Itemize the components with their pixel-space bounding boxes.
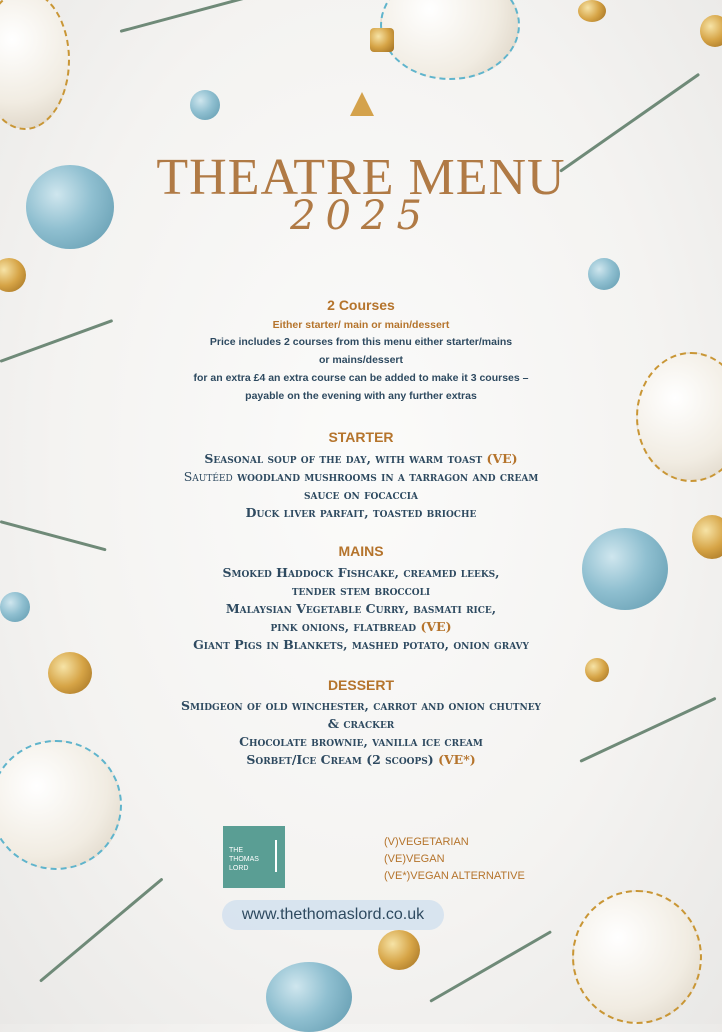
ornament-gold-top-right (578, 0, 606, 22)
ornament-gold-bottom (378, 930, 420, 970)
menu-title: THEATRE MENU (156, 149, 566, 206)
courses-info-line3: for an extra £4 an extra course can be added to make it 3 courses – (193, 372, 529, 384)
courses-info-line4: payable on the evening with any further extras (245, 390, 477, 402)
mains-heading: MAINS (338, 543, 384, 559)
dessert-heading: DESSERT (327, 677, 395, 693)
mains-item-2-line2: pink onions, flatbread (VE) (270, 619, 452, 634)
starter-item-2-line2: sauce on focaccia (303, 487, 419, 502)
starter-item-2: Sautéed woodland mushrooms in a tarragon and cream (183, 469, 539, 484)
ornament-blue-right-small (588, 258, 620, 290)
dessert-item-1: Smidgeon of old winchester, carrot and onion chutney (181, 698, 541, 713)
dessert-item-1-line2: & cracker (327, 716, 395, 731)
dessert-item-3: Sorbet/Ice Cream (2 scoops) (VE*) (246, 752, 476, 767)
courses-heading: 2 Courses (327, 297, 395, 313)
courses-info-line2: or mains/dessert (318, 354, 404, 366)
vegan-alternative-tag: (VE*) (438, 752, 476, 767)
ornament-blue-small (190, 90, 220, 120)
ornament-gold-left (0, 258, 26, 292)
dietary-legend (384, 834, 525, 885)
vegan-tag: (VE) (420, 619, 452, 634)
ornament-top-left (0, 0, 70, 130)
website-link[interactable]: www.thethomaslord.co.uk (222, 900, 444, 930)
fir-branch-bottom-center (429, 930, 552, 1003)
tree-icon (350, 92, 374, 116)
vegan-tag: (VE) (486, 451, 518, 466)
ornament-bottom-right (572, 890, 702, 1024)
ornament-cap (370, 28, 394, 52)
starter-item-1: Seasonal soup of the day, with warm toast (VE) (204, 451, 518, 466)
starter-heading: STARTER (328, 429, 394, 445)
ornament-gold-right (700, 15, 722, 47)
mains-item-1: Smoked Haddock Fishcake, creamed leeks, (222, 565, 500, 580)
ornament-top-center (380, 0, 520, 80)
thomas-lord-logo: THE THOMAS LORD (223, 826, 285, 888)
starter-item-3: Duck liver parfait, toasted brioche (245, 505, 477, 520)
mains-item-2: Malaysian Vegetable Curry, basmati rice, (225, 601, 497, 616)
fir-branch-bottom-left (39, 878, 163, 983)
mains-item-1-line2: tender stem broccoli (291, 583, 431, 598)
mains-item-3: Giant Pigs in Blankets, mashed potato, onion gravy (193, 637, 529, 652)
courses-subheading: Either starter/ main or main/dessert (272, 319, 450, 331)
dessert-item-2: Chocolate brownie, vanilla ice cream (239, 734, 483, 749)
legend-vegan-alternative: (VE*)VEGAN ALTERNATIVE (384, 870, 525, 882)
legend-vegetarian: (V)VEGETARIAN (384, 836, 469, 848)
logo-figure-icon (275, 840, 277, 872)
fir-branch-top (120, 0, 295, 33)
courses-info-line1: Price includes 2 courses from this menu either starter/mains (209, 336, 513, 348)
legend-vegan: (VE)VEGAN (384, 853, 445, 865)
menu-year: 2025 (290, 193, 432, 239)
ornament-blue-bottom (266, 962, 352, 1032)
